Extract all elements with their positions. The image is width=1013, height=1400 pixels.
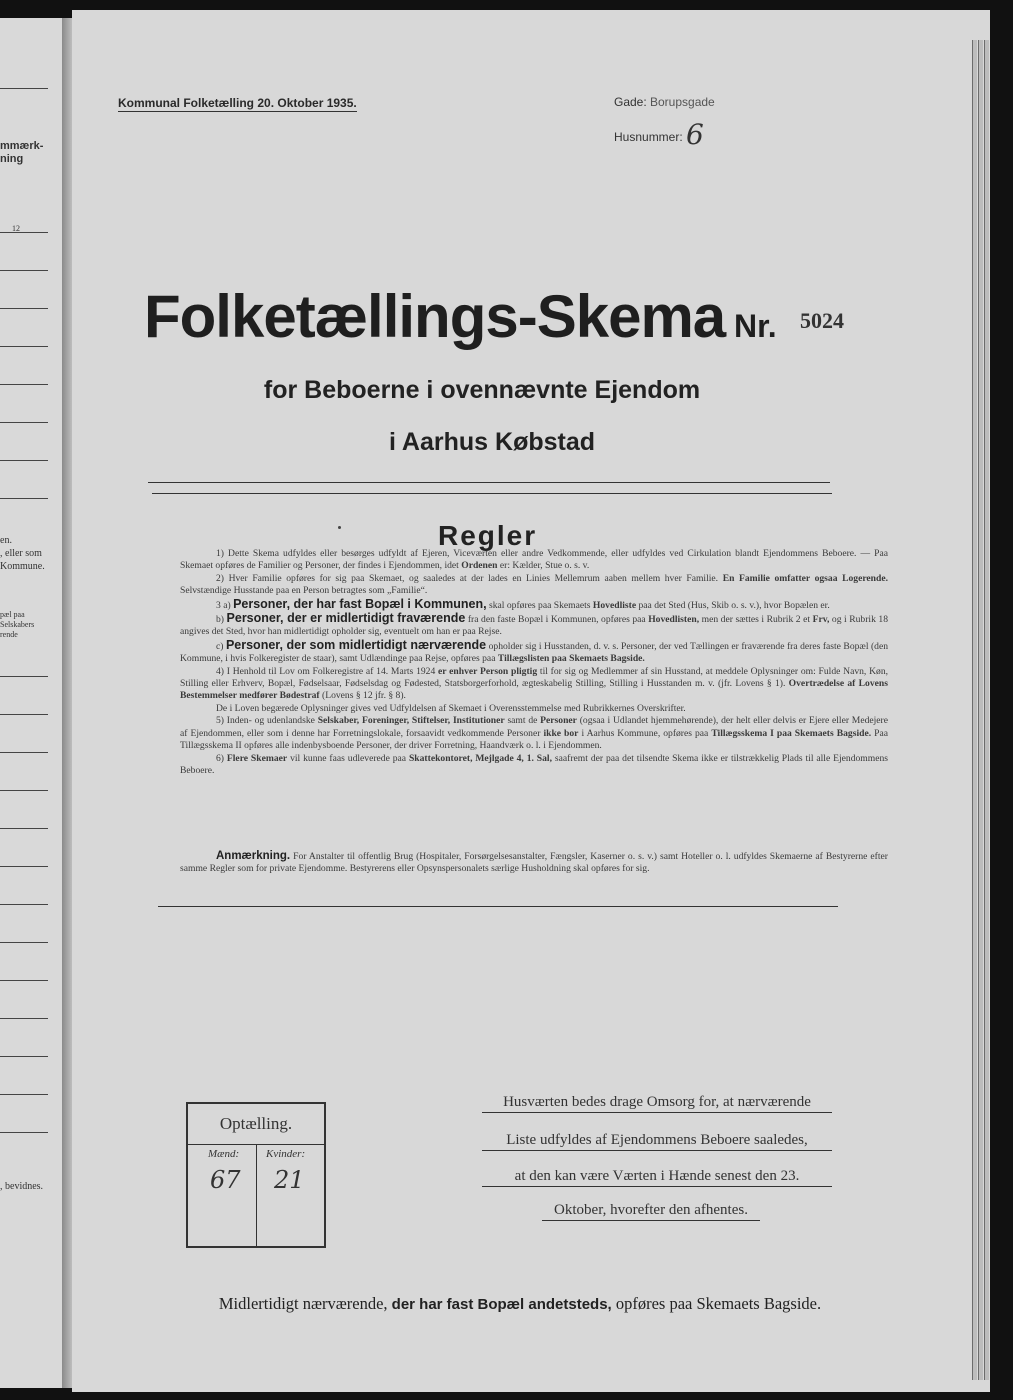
rule-3b: b) Personer, der er midlertidigt fraværende fra den faste Bopæl i Kommunen, opføres paa Hovedlisten, men der sættes i Rubrik 2 et Frv, og i Rubrik 18 angives det Sted, hvor han midlertidigt opholder sig, eventuelt om han er paa Rejse. bbox=[180, 611, 888, 638]
subtitle-town: i Aarhus Købstad bbox=[388, 428, 596, 456]
rule-1: 1) Dette Skema udfyldes eller besørges udfyldt af Ejeren, Viceværten eller andre Vedkommende, eller udfyldes ved Cirkulation blandt Ejendommens Beboere. — Paa Skemaet opføres de Familier og Personer, der findes i Ejendommen, idet Ordenen er: Kælder, Stue o. s. v. bbox=[180, 548, 888, 572]
rule-3a: 3 a) Personer, der har fast Bopæl i Kommunen, skal opføres paa Skemaets Hovedliste paa det Sted (Hus, Skib o. s. v.), hvor Bopælen er. bbox=[216, 596, 830, 611]
ruled-line bbox=[0, 232, 48, 233]
notice-line: at den kan være Værten i Hænde senest den 23. bbox=[482, 1168, 832, 1187]
footer-note: Midlertidigt nærværende, der har fast Bopæl andetsteds, opføres paa Skemaets Bagside. bbox=[218, 1294, 822, 1313]
rules-text bbox=[180, 548, 888, 777]
column-header: mmærk- ning bbox=[0, 140, 44, 165]
ruled-line bbox=[0, 942, 48, 943]
remark-text: For Anstalter til offentlig Brug (Hospitaler, Forsørgelsesanstalter, Fængsler, Kaserner o. s. v.) samt Hoteller o. l. udfyldes Skemaerne af Bestyrerne efter samme Regler som for private Ejendomme. Bestyrerens eller Opsynspersonalets særlige Husholdning skal opføres for sig. bbox=[180, 851, 888, 875]
ruled-line bbox=[0, 1132, 48, 1133]
census-form-page bbox=[72, 10, 990, 1392]
men-label: Mænd: bbox=[208, 1148, 240, 1160]
form-title: Folketællings-Skema bbox=[144, 283, 726, 350]
rules-heading: Regler bbox=[438, 520, 538, 551]
book-spine bbox=[62, 18, 72, 1388]
census-title: Kommunal Folketælling 20. Oktober 1935. bbox=[118, 96, 357, 110]
rule-4: 4) I Henhold til Lov om Folkeregistre af 14. Marts 1924 er enhver Person pligtig til for sig og Medlemmer af sin Husstand, at meddele Oplysninger om: Fulde Navn, Køn, Stilling eller Erhverv, Bopæl, Fødselsaar, Fødselsdag og Fødested, Statsborgerforhold, ægteskabelig Stilling, Stilling i Husstanden m. v. (jfr. Lovens § 1). Overtrædelse af Lovens Bestemmelser medfører Bødestraf (Lovens § 12 jfr. § 8). bbox=[180, 665, 889, 702]
side-note: , bevidnes. bbox=[0, 1181, 44, 1192]
men-count: 67 bbox=[210, 1166, 241, 1194]
ruled-line bbox=[0, 714, 48, 715]
ruled-line bbox=[0, 790, 48, 791]
left-facing-page bbox=[0, 18, 62, 1388]
ruled-line bbox=[0, 498, 48, 499]
ruled-line bbox=[0, 460, 48, 461]
ink-dot bbox=[338, 526, 341, 529]
ruled-line bbox=[0, 308, 48, 309]
side-note: pæl paa Selskabers rende bbox=[0, 610, 35, 639]
ruled-line bbox=[0, 270, 48, 271]
page-edge bbox=[978, 40, 983, 1380]
ruled-line bbox=[0, 88, 48, 89]
ruled-line bbox=[0, 980, 48, 981]
rule-3c: c) Personer, der som midlertidigt nærværende opholder sig i Husstanden, d. v. s. Personer, der ved Tællingen er fraværende fra deres faste Bopæl (den Kommune, i hvis Folkeregister de staar), samt Udlændinge paa Rejse, opføres paa Tillægslisten paa Skemaets Bagside. bbox=[180, 637, 889, 665]
form-number-label: Nr. bbox=[734, 308, 777, 344]
rule-2: 2) Hver Familie opføres for sig paa Skemaet, og saaledes at der lades en Linies Mellemrum aaben mellem hver Familie. En Familie omfatter ogsaa Logerende. Selvstændige Husstande paa en Person betragtes som „Familie“. bbox=[180, 572, 889, 597]
rule-5: 5) Inden- og udenlandske Selskaber, Foreninger, Stiftelser, Institutioner samt de Personer (ogsaa i Udlandet hjemmehørende), der helt eller delvis er Ejere eller Medejere af Ejendommen, eller som i denne har Forretningslokale, forsaavidt vedkommende Personer ikke bor i Aarhus Kommune, opføres paa Tillægsskema I paa Skemaets Bagside. Paa Tillægsskema II opføres alle indenbysboende Personer, der driver Forretning, Haandværk o. l. i Ejendommen. bbox=[180, 715, 889, 752]
count-box-title: Optælling. bbox=[219, 1114, 293, 1133]
ruled-line bbox=[0, 866, 48, 867]
divider bbox=[158, 906, 838, 907]
notice-line: Husværten bedes drage Omsorg for, at nærværende bbox=[482, 1094, 832, 1113]
ruled-line bbox=[0, 346, 48, 347]
women-label: Kvinder: bbox=[266, 1148, 306, 1160]
subtitle-residents: for Beboerne i ovennævnte Ejendom bbox=[263, 376, 701, 404]
page-edge bbox=[972, 40, 977, 1380]
ruled-line bbox=[0, 752, 48, 753]
house-number-label: Husnummer: bbox=[614, 130, 683, 144]
street-value: Borupsgade bbox=[650, 95, 715, 109]
ruled-line bbox=[0, 1018, 48, 1019]
ruled-line bbox=[0, 904, 48, 905]
form-number-value: 5024 bbox=[800, 308, 844, 333]
divider bbox=[152, 493, 832, 494]
remark-label: Anmærkning. bbox=[216, 850, 291, 862]
ruled-line bbox=[0, 422, 48, 423]
side-note: en. , eller som Kommune. bbox=[0, 535, 45, 572]
column-number: 12 bbox=[12, 224, 20, 233]
ruled-line bbox=[0, 828, 48, 829]
divider bbox=[148, 482, 830, 483]
ruled-line bbox=[0, 384, 48, 385]
ruled-line bbox=[0, 1056, 48, 1057]
women-count: 21 bbox=[274, 1166, 305, 1194]
page-edge bbox=[984, 40, 989, 1380]
house-number-value: 6 bbox=[686, 118, 704, 151]
count-box bbox=[186, 1102, 326, 1248]
ruled-line bbox=[0, 1094, 48, 1095]
count-box-divider bbox=[256, 1144, 257, 1246]
rule-6: 6) Flere Skemaer vil kunne faas udleverede paa Skattekontoret, Mejlgade 4, 1. Sal, saafremt der paa det tilsendte Skema ikke er tilstrækkelig Plads til alle Ejendommens Beboere. bbox=[180, 752, 889, 776]
remark-paragraph bbox=[180, 850, 888, 876]
street-label: Gade: bbox=[614, 95, 647, 109]
notice-line: Liste udfyldes af Ejendommens Beboere saaledes, bbox=[482, 1132, 832, 1151]
rule-4b: De i Loven begærede Oplysninger gives ved Udfyldelsen af Skemaet i Overensstemmelse med Rubrikkernes Overskrifter. bbox=[216, 702, 686, 714]
notice-line: Oktober, hvorefter den afhentes. bbox=[542, 1202, 760, 1221]
ruled-line bbox=[0, 676, 48, 677]
